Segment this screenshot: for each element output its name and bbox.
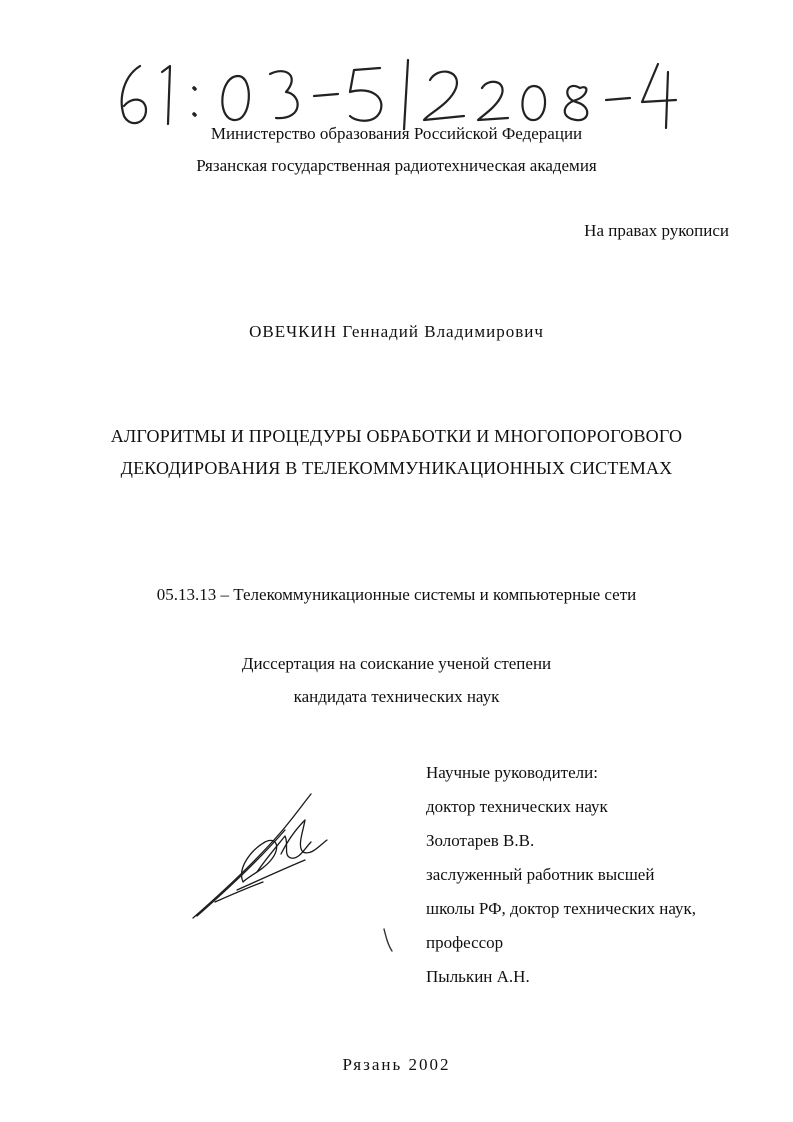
author-signature (185, 790, 335, 925)
pen-tick-mark (378, 925, 398, 955)
author-name: ОВЕЧКИН Геннадий Владимирович (249, 322, 544, 341)
supervisor-line: Пылькин А.Н. (426, 967, 530, 986)
title-line: АЛГОРИТМЫ И ПРОЦЕДУРЫ ОБРАБОТКИ И МНОГОПОРОГОВОГО (110, 426, 683, 446)
supervisor-line: доктор технических наук (426, 797, 608, 816)
supervisors-heading: Научные руководители: (426, 763, 598, 782)
title-line: ДЕКОДИРОВАНИЯ В ТЕЛЕКОММУНИКАЦИОННЫХ СИСТЕМАХ (120, 458, 673, 478)
specialty-code: 05.13.13 – Телекоммуникационные системы и компьютерные сети (156, 585, 637, 604)
city-and-year: Рязань 2002 (342, 1055, 451, 1074)
supervisor-line: профессор (426, 933, 504, 952)
ministry-name: Министерство образования Российской Федерации (210, 124, 583, 143)
degree-line: Диссертация на соискание ученой степени (241, 654, 552, 673)
supervisor-line: заслуженный работник высшей (426, 865, 655, 884)
handwritten-archive-number (110, 58, 690, 130)
academy-name: Рязанская государственная радиотехническая академия (196, 156, 597, 175)
supervisors-block (426, 756, 696, 994)
manuscript-rights-note: На правах рукописи (584, 221, 729, 240)
supervisor-line: школы РФ, доктор технических наук, (426, 899, 697, 918)
dissertation-title (0, 420, 793, 484)
supervisor-line: Золотарев В.В. (426, 831, 535, 850)
degree-line: кандидата технических наук (293, 687, 500, 706)
